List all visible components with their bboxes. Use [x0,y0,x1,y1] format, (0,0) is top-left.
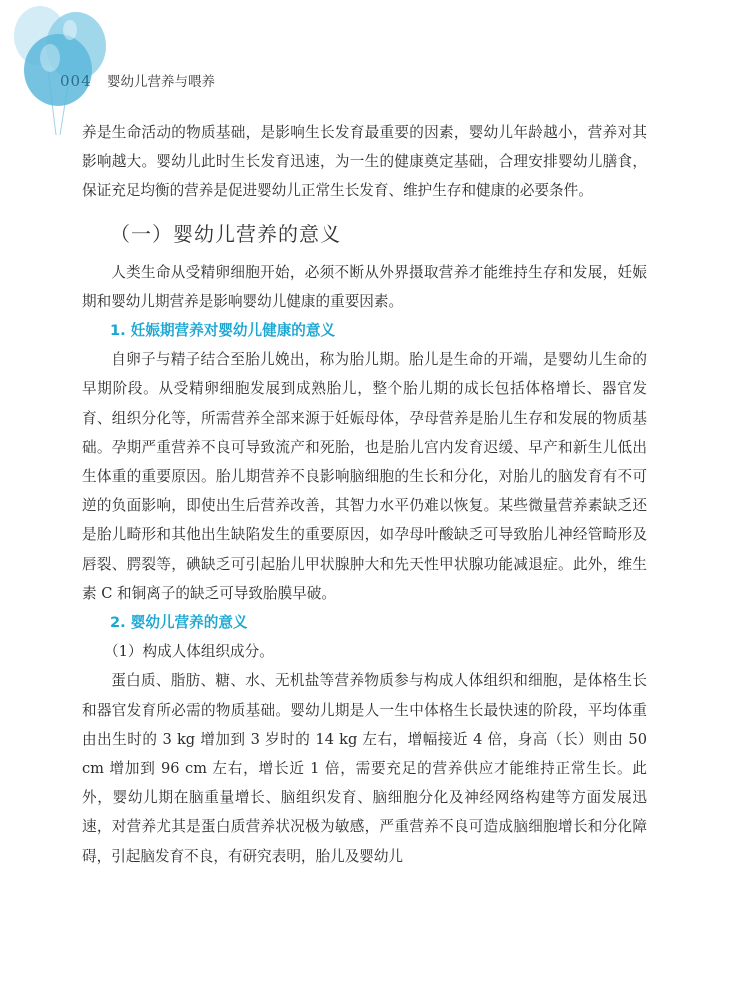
page-content [82,118,647,871]
intro-paragraph: 养是生命活动的物质基础，是影响生长发育最重要的因素，婴幼儿年龄越小，营养对其影响越大。婴幼儿此时生长发育迅速，为一生的健康奠定基础，合理安排婴幼儿膳食，保证充足均衡的营养是促进婴幼儿正常生长发育、维护生存和健康的必要条件。 [82,124,647,200]
subheading-infant-nutrition: 2. 婴幼儿营养的意义 [110,614,248,632]
page-number: 004 [60,72,92,90]
running-title: 婴幼儿营养与喂养 [107,74,215,90]
subheading-pregnancy-nutrition: 1. 妊娠期营养对婴幼儿健康的意义 [110,322,336,340]
pregnancy-nutrition-paragraph: 自卵子与精子结合至胎儿娩出，称为胎儿期。胎儿是生命的开端，是婴幼儿生命的早期阶段。从受精卵细胞发展到成熟胎儿，整个胎儿期的成长包括体格增长、器官发育、组织分化等，所需营养全部来源于妊娠母体，孕母营养是胎儿生存和发展的物质基础。孕期严重营养不良可导致流产和死胎，也是胎儿宫内发育迟缓、早产和新生儿低出生体重的重要原因。胎儿期营养不良影响脑细胞的生长和分化，对胎儿的脑发育有不可逆的负面影响，即使出生后营养改善，其智力水平仍难以恢复。某些微量营养素缺乏还是胎儿畸形和其他出生缺陷发生的重要原因，如孕母叶酸缺乏可导致胎儿神经管畸形及唇裂、腭裂等，碘缺乏可引起胎儿甲状腺肿大和先天性甲状腺功能减退症。此外，维生素 C 和铜离子的缺乏可导致胎膜早破。 [82,351,647,602]
section-intro-paragraph: 人类生命从受精卵细胞开始，必须不断从外界摄取营养才能维持生存和发展，妊娠期和婴幼儿期营养是影响婴幼儿健康的重要因素。 [82,263,647,310]
list-item-tissue-composition: （1）构成人体组织成分。 [104,643,274,661]
tissue-composition-paragraph: 蛋白质、脂肪、糖、水、无机盐等营养物质参与构成人体组织和细胞，是体格生长和器官发育所必需的物质基础。婴幼儿期是人一生中体格生长最快速的阶段，平均体重由出生时的 3 kg 增加到 3 岁时的 14 kg 左右，增幅接近 4 倍，身高（长）则由 50 cm 增加到 96 cm 左右，增长近 1 倍，需要充足的营养供应才能维持正常生长。此外，婴幼儿期在脑重量增长、脑组织发育、脑细胞分化及神经网络构建等方面发展迅速，对营养尤其是蛋白质营养状况极为敏感，严重营养不良可造成脑细胞增长和分化障碍，引起脑发育不良，有研究表明，胎儿及婴幼儿 [82,672,647,865]
section-heading: （一）婴幼儿营养的意义 [110,221,341,246]
